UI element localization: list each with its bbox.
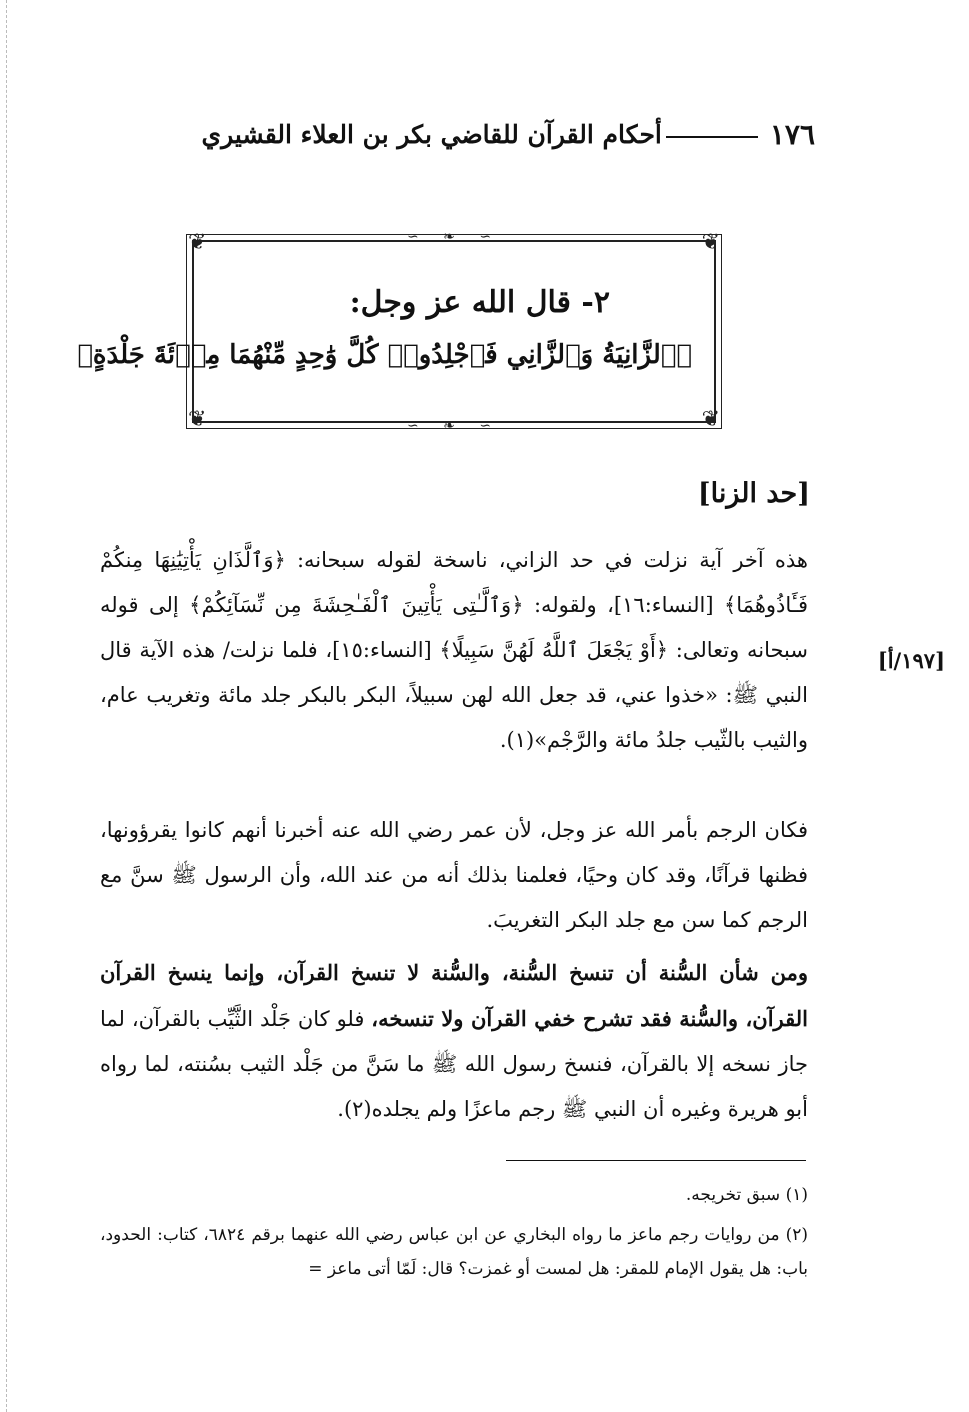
running-header: [95, 112, 815, 156]
paragraph-2: فكان الرجم بأمر الله عز وجل، لأن عمر رضي الله عنه أخبرنا أنهم كانوا يقرؤونها، فظنها قرآنًا، وقد كان وحيًا، فعلمنا بذلك أنه من عند الله، وأن الرسول ﷺ سنَّ مع الرجم كما سن مع جلد البكر التغريبَ.: [100, 818, 808, 932]
page-number: ١٧٦: [769, 117, 815, 151]
section-heading: ٢- قال الله عز وجل:: [349, 285, 610, 320]
corner-ornament-icon: ❦: [188, 407, 207, 432]
footnote-2: (٢) من روايات رجم ماعز ما رواه البخاري عن ابن عباس رضي الله عنهما برقم ٦٨٢٤، كتاب: الحدود، باب: هل يقول الإمام للمقر: هل لمست أو غمزت؟ قال: لَمّا أتى ماعز =: [100, 1225, 809, 1279]
scan-edge-line: [6, 0, 7, 1412]
border-ornament-icon: ∽ ❧ ∽: [406, 229, 502, 245]
subheading: [حد الزنا]: [697, 478, 810, 509]
corner-ornament-icon: ❦: [188, 230, 207, 255]
footnotes: [100, 1178, 808, 1292]
paragraph-1: هذه آخر آية نزلت في حد الزاني، ناسخة لقوله سبحانه: ﴿وَٱلَّذَانِ يَأْتِيَٰنِهَا مِنكُمْ فَـَٔاذُوهُمَا﴾ [النساء:١٦]، ولقوله: ﴿وَٱلَّـٰتِى يَأْتِينَ ٱلْفَـٰحِشَةَ مِن نِّسَآئِكُمْ﴾ إلى قوله سبحانه وتعالى: ﴿أَوْ يَجْعَلَ ٱللَّهُ لَهُنَّ سَبِيلًا﴾ [النساء:١٥]، فلما نزلت/ هذه الآية قال النبي ﷺ: «خذوا عني، قد جعل الله لهن سبيلاً، البكر بالبكر جلد مائة وتغريب عام، والثيب بالثّيب جلدُ مائة والرَّجْم»(١).: [100, 548, 808, 752]
manuscript-folio-marker: [١٩٧/أ]: [877, 648, 945, 673]
border-ornament-icon: ∽ ❧ ∽: [406, 418, 502, 434]
footnote-1: (١) سبق تخريجه.: [685, 1185, 808, 1205]
paragraph-3: [100, 950, 808, 1132]
ornamental-verse-frame: [77, 229, 720, 434]
corner-ornament-icon: ❦: [701, 230, 720, 255]
corner-ornament-icon: ❦: [701, 407, 720, 432]
running-title: أحكام القرآن للقاضي بكر بن العلاء القشيري: [201, 119, 662, 149]
paragraph-3-bold: ومن شأن السُّنة أن تنسخ السُّنة، والسُّنة لا تنسخ القرآن، وإنما ينسخ القرآن القرآن، والسُّنة فقد تشرح خفي القرآن ولا تنسخه،: [100, 960, 808, 1031]
paragraph-3-rest: فلو كان جَلْد الثَّيِّب بالقرآن، لما جاز نسخه إلا بالقرآن، فنسخ رسول الله ﷺ ما سَنَّ من جَلْد الثيب بسُنته، لما رواه أبو هريرة وغيره أن النبي ﷺ رجم ماعزًا ولم يجلده(٢).: [100, 1007, 808, 1121]
quran-verse: ﴿ٱلزَّانِيَةُ وَٱلزَّانِي فَٱجْلِدُوا۟ كُلَّ وَٰحِدٍ مِّنْهُمَا مِا۟ئَةَ جَلْدَةٍ﴾: [77, 340, 692, 370]
header-rule: [666, 136, 758, 138]
footnote-rule: [506, 1160, 806, 1161]
